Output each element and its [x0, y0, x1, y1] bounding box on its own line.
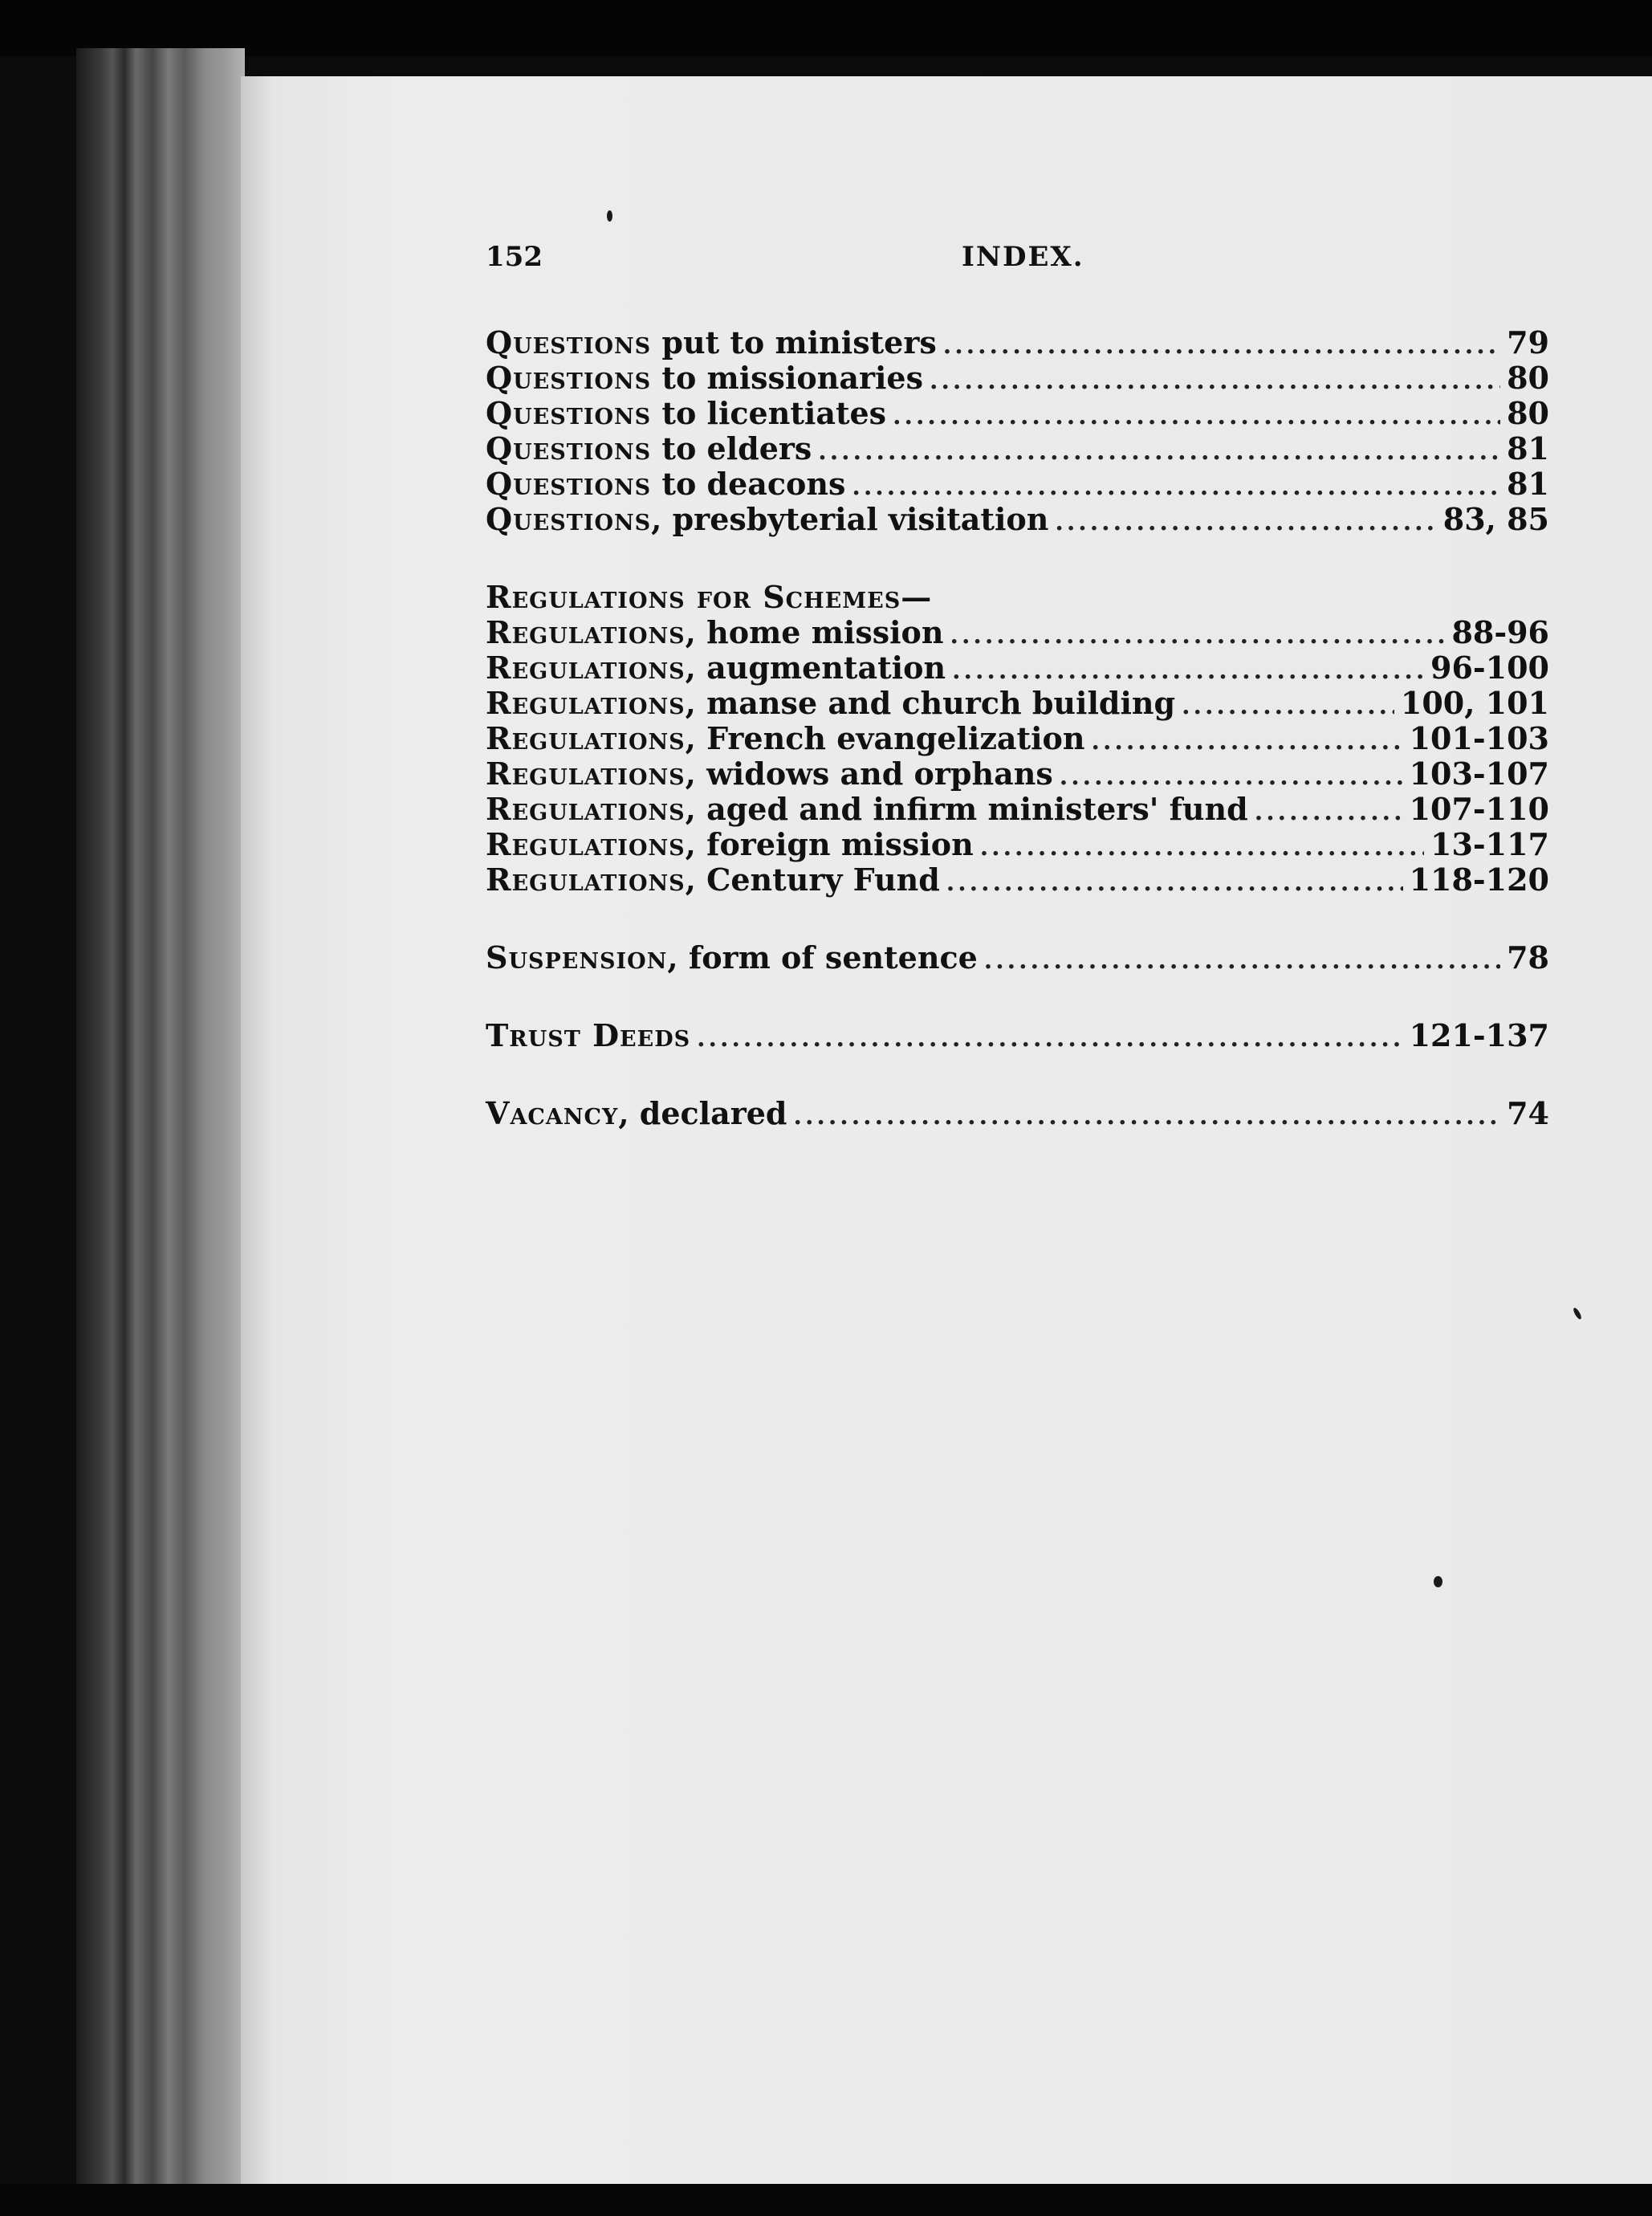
dot-leader	[943, 328, 1500, 364]
index-entry	[486, 1018, 1549, 1053]
entry-text: , French evangelization	[685, 720, 1085, 756]
section-gap	[486, 976, 1549, 1018]
entry-pages: 13-117	[1430, 826, 1549, 862]
entry-text: , aged and infirm ministers' fund	[685, 791, 1248, 827]
entry-head: Questions	[486, 466, 652, 502]
entry-head: Trust Deeds	[486, 1017, 691, 1053]
section-gap	[486, 1053, 1549, 1096]
entry-text: put to ministers	[651, 324, 937, 361]
entry-text: , foreign mission	[685, 826, 974, 862]
entry-head: Regulations	[486, 826, 686, 862]
entry-pages: 81	[1507, 466, 1549, 502]
entry-head: Questions	[486, 501, 652, 537]
entry-head: Regulations	[486, 650, 686, 686]
dot-leader	[818, 434, 1500, 470]
dot-leader	[893, 399, 1500, 434]
dot-leader	[1092, 724, 1403, 760]
index-entry	[486, 756, 1549, 792]
entry-head: Regulations	[486, 614, 686, 650]
index-entry	[486, 502, 1549, 537]
entry-head: Questions	[486, 395, 652, 431]
entry-text: , widows and orphans	[685, 756, 1053, 792]
entry-pages: 83, 85	[1442, 501, 1549, 537]
scan-speck	[1434, 1576, 1442, 1587]
entry-head: Regulations	[486, 791, 686, 827]
entry-pages: 80	[1507, 395, 1549, 431]
section-heading: Regulations for Schemes—	[486, 579, 933, 615]
entry-pages: 107-110	[1409, 791, 1549, 827]
entry-pages: 101-103	[1409, 720, 1549, 756]
entry-text: to licentiates	[651, 395, 887, 431]
index-entry	[486, 862, 1549, 898]
entry-head: Regulations	[486, 720, 686, 756]
entry-head: Regulations	[486, 862, 686, 898]
index-entry	[486, 396, 1549, 431]
entry-text: to deacons	[651, 466, 846, 502]
section-gap	[486, 537, 1549, 580]
entry-text: , augmentation	[685, 650, 946, 686]
index-entry	[486, 686, 1549, 721]
entry-head: Questions	[486, 324, 652, 361]
entry-pages: 74	[1507, 1095, 1549, 1131]
entry-pages: 118-120	[1409, 862, 1549, 898]
index-entry	[486, 827, 1549, 862]
dot-leader	[852, 470, 1500, 505]
entry-pages: 88-96	[1451, 614, 1549, 650]
dot-leader	[952, 654, 1424, 689]
index-entry	[486, 431, 1549, 466]
dot-leader	[984, 943, 1500, 979]
entry-head: Suspension	[486, 939, 668, 976]
index-entry	[486, 721, 1549, 756]
index-entry	[486, 615, 1549, 650]
entry-text: , presbyterial visitation	[651, 501, 1049, 537]
index-entry	[486, 940, 1549, 976]
index-entry	[486, 325, 1549, 361]
dot-leader	[946, 866, 1403, 901]
entry-text: , declared	[618, 1095, 787, 1131]
dot-leader	[930, 364, 1500, 399]
running-head	[486, 241, 1553, 281]
index-entry	[486, 361, 1549, 396]
dot-leader	[1255, 795, 1403, 830]
dot-leader	[794, 1099, 1501, 1134]
dot-leader	[1060, 760, 1403, 795]
entry-pages: 100, 101	[1400, 685, 1549, 721]
dot-leader	[1182, 689, 1394, 724]
section-gap	[486, 898, 1549, 940]
entry-pages: 78	[1507, 939, 1549, 976]
entry-pages: 81	[1507, 430, 1549, 466]
entry-pages: 96-100	[1430, 650, 1549, 686]
entry-pages: 79	[1507, 324, 1549, 361]
entry-pages: 103-107	[1409, 756, 1549, 792]
entry-head: Regulations	[486, 685, 686, 721]
index-entry	[486, 1096, 1549, 1131]
dot-leader	[950, 618, 1446, 654]
scan-bottom-border	[0, 2184, 1652, 2216]
entry-text: to elders	[651, 430, 812, 466]
entry-head: Questions	[486, 360, 652, 396]
entry-text: , home mission	[685, 614, 944, 650]
entry-head: Regulations	[486, 756, 686, 792]
index-entry	[486, 466, 1549, 502]
index-entry	[486, 650, 1549, 686]
scan-speck	[607, 210, 612, 222]
scan-top-border	[0, 0, 1652, 56]
header-title: INDEX.	[962, 241, 1084, 273]
entry-pages: 80	[1507, 360, 1549, 396]
index-entry	[486, 792, 1549, 827]
page-number: 152	[486, 241, 543, 273]
entry-head: Vacancy	[486, 1095, 619, 1131]
book-page-edges	[76, 48, 245, 2184]
entry-pages: 121-137	[1409, 1017, 1549, 1053]
index-list	[486, 325, 1549, 1131]
entry-head: Questions	[486, 430, 652, 466]
entry-text: , form of sentence	[667, 939, 978, 976]
entry-text: to missionaries	[651, 360, 924, 396]
dot-leader	[1055, 505, 1436, 540]
entry-text: , Century Fund	[685, 862, 940, 898]
dot-leader	[980, 830, 1424, 866]
dot-leader	[697, 1021, 1402, 1057]
entry-text: , manse and church building	[685, 685, 1176, 721]
